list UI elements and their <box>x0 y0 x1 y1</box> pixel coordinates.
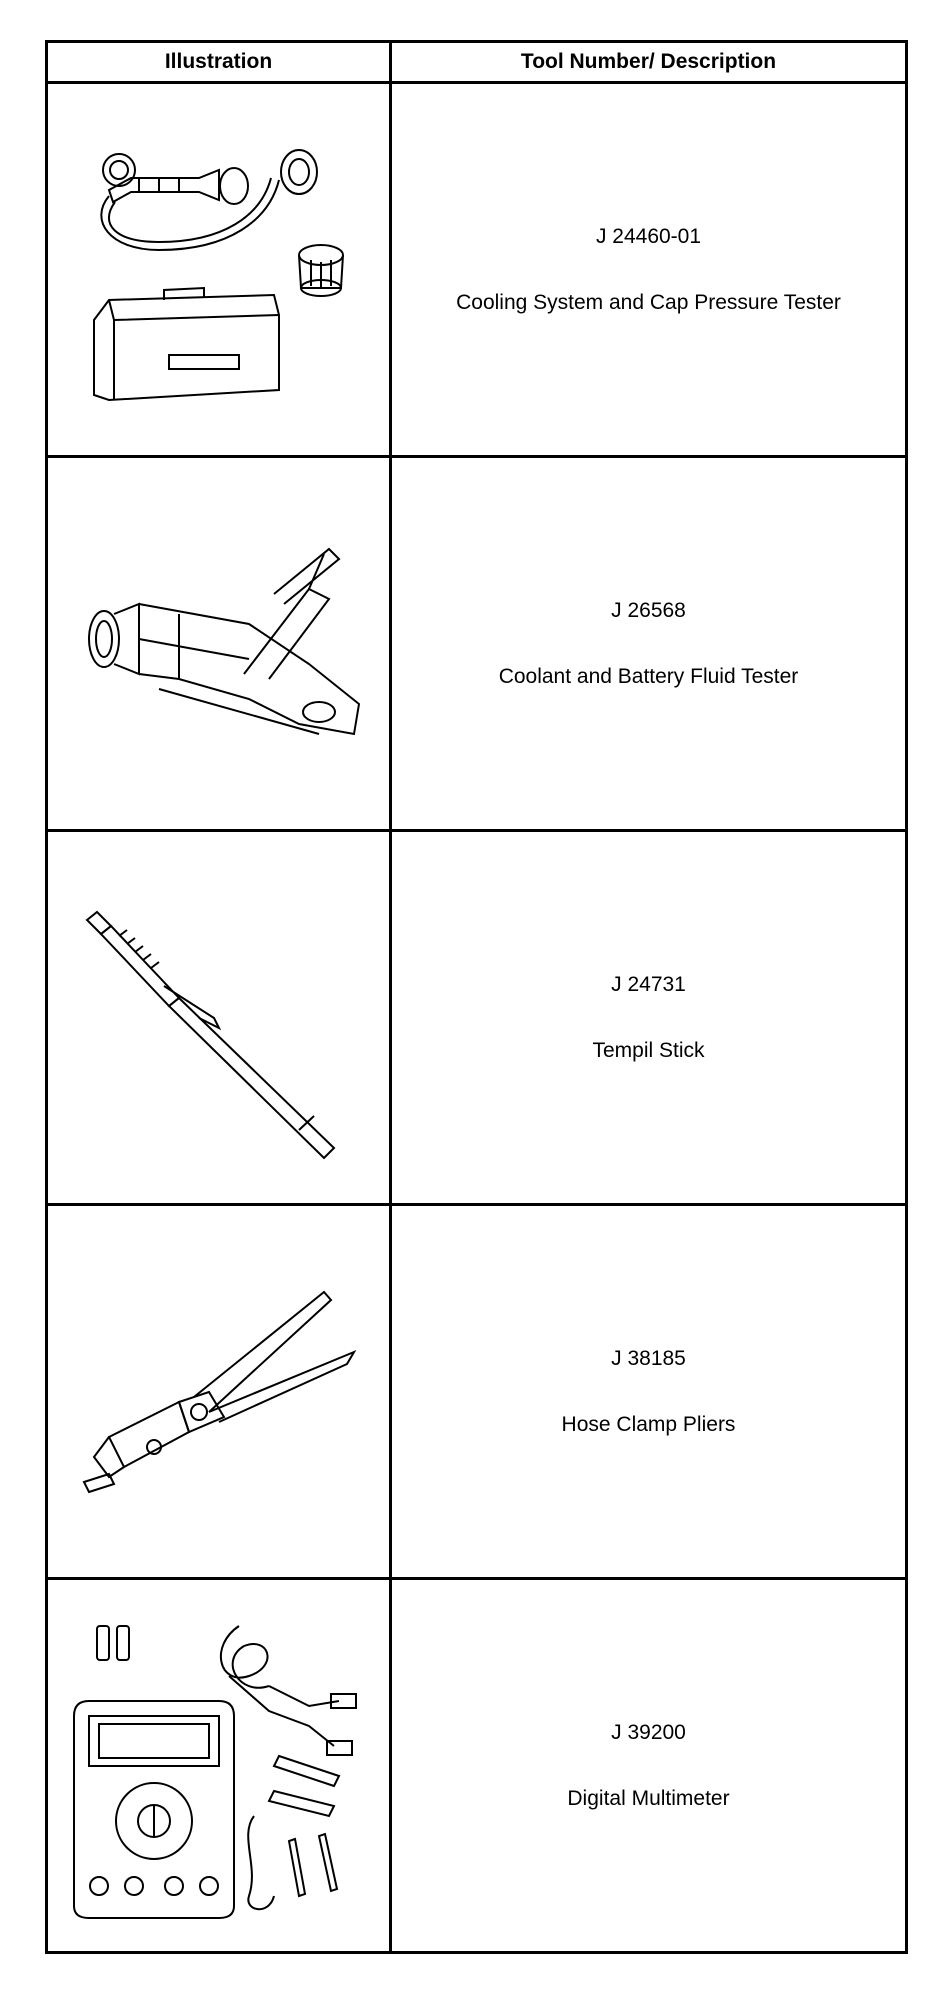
tool-name: Digital Multimeter <box>567 1786 730 1810</box>
tool-number: J 26568 <box>611 598 686 622</box>
description-cell <box>391 83 907 457</box>
illustration-header: Illustration <box>47 42 391 83</box>
description-header: Tool Number/ Description <box>391 42 907 83</box>
table-row <box>47 1579 907 1953</box>
multimeter-icon <box>69 1606 369 1926</box>
table-row <box>47 1205 907 1579</box>
tool-name: Coolant and Battery Fluid Tester <box>498 664 799 688</box>
tempil-stick-icon <box>69 868 369 1168</box>
tool-number: J 39200 <box>611 1720 686 1744</box>
tool-table <box>45 40 908 1954</box>
tool-number: J 24460-01 <box>595 224 702 248</box>
description-cell <box>391 831 907 1205</box>
tool-number: J 38185 <box>611 1346 686 1370</box>
header-row <box>47 42 907 83</box>
illustration-cell <box>47 831 391 1205</box>
illustration-cell <box>47 1579 391 1953</box>
description-cell <box>391 457 907 831</box>
description-cell <box>391 1579 907 1953</box>
illustration-cell <box>47 83 391 457</box>
pressure-tester-icon <box>69 120 369 420</box>
tool-number: J 24731 <box>611 972 686 996</box>
table-row <box>47 457 907 831</box>
tool-name: Hose Clamp Pliers <box>561 1412 736 1436</box>
illustration-cell <box>47 457 391 831</box>
hose-clamp-pliers-icon <box>69 1242 369 1542</box>
tool-name: Cooling System and Cap Pressure Tester <box>456 290 841 314</box>
refractometer-icon <box>69 494 369 794</box>
table-row <box>47 831 907 1205</box>
tool-name: Tempil Stick <box>592 1038 705 1062</box>
table-row <box>47 83 907 457</box>
description-cell <box>391 1205 907 1579</box>
illustration-cell <box>47 1205 391 1579</box>
